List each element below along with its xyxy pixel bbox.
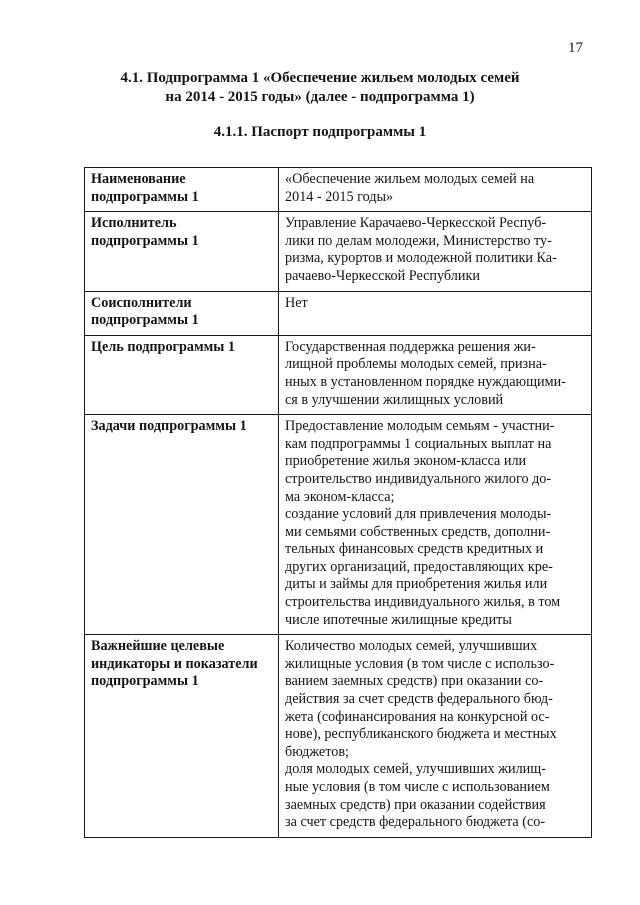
value-line: ризма, курортов и молодежной политики Ка- [285, 250, 557, 267]
value-line: Управление Карачаево-Черкесской Респуб- [285, 215, 547, 232]
passport-row-value [279, 291, 592, 335]
value-line: создание условий для привлечения молоды- [285, 506, 552, 523]
value-line: нове), республиканского бюджета и местных [285, 726, 557, 743]
value-line: жета (софинансирования на конкурсной ос- [285, 708, 550, 725]
value-line: за счет средств федерального бюджета (со- [285, 814, 546, 831]
value-line: бюджетов; [285, 743, 349, 760]
value-line: Количество молодых семей, улучшивших [285, 638, 538, 655]
passport-row [85, 415, 592, 635]
value-line: ся в улучшении жилищных условий [285, 391, 504, 408]
label-line: Соисполнители [91, 294, 192, 311]
passport-row-label [85, 635, 279, 838]
page-number: 17 [568, 40, 583, 56]
passport-row-value [279, 635, 592, 838]
passport-row-value [279, 168, 592, 212]
value-line: доля молодых семей, улучшивших жилищ- [285, 761, 546, 778]
value-line: действия за счет средств федерального бюд- [285, 691, 553, 708]
passport-row-label [85, 291, 279, 335]
subprogram-passport-table [84, 167, 592, 838]
passport-row-label [85, 415, 279, 635]
label-line: подпрограммы 1 [91, 232, 199, 249]
value-line: тельных финансовых средств кредитных и [285, 541, 544, 558]
label-line: Исполнитель [91, 215, 177, 232]
passport-row-label [85, 168, 279, 212]
passport-row [85, 335, 592, 414]
passport-table-body [85, 168, 592, 838]
passport-row-value [279, 415, 592, 635]
value-line: числе ипотечные жилищные кредиты [285, 611, 512, 628]
value-line: Государственная поддержка решения жи- [285, 338, 536, 355]
value-line: диты и займы для приобретения жилья или [285, 576, 548, 593]
value-line: нных в установленном порядке нуждающими- [285, 373, 566, 390]
value-line: Нет [285, 294, 308, 311]
value-line: кам подпрограммы 1 социальных выплат на [285, 435, 552, 452]
label-line: подпрограммы 1 [91, 188, 199, 205]
passport-row-value [279, 212, 592, 291]
label-line: Наименование [91, 171, 186, 187]
passport-row [85, 212, 592, 291]
passport-row-label [85, 212, 279, 291]
value-line: 2014 - 2015 годы» [285, 188, 394, 205]
label-line: подпрограммы 1 [91, 312, 199, 329]
passport-row-value [279, 335, 592, 414]
label-line: подпрограммы 1 [91, 673, 199, 690]
section-heading-line-2: на 2014 - 2015 годы» (далее - подпрограмма 1) [165, 89, 475, 105]
value-line: других организаций, предоставляющих кре- [285, 558, 553, 575]
value-line: строительство индивидуального жилого до- [285, 470, 552, 487]
value-line: «Обеспечение жильем молодых семей на [285, 171, 535, 187]
value-line: строительства индивидуального жилья, в том [285, 594, 561, 611]
value-line: лики по делам молодежи, Министерство ту- [285, 232, 552, 249]
value-line: ми семьями собственных средств, дополни- [285, 523, 551, 540]
label-line: Задачи подпрограммы 1 [91, 418, 247, 435]
value-line: ванием заемных средств) при оказании со- [285, 673, 544, 690]
value-line: Предоставление молодым семьям - участни- [285, 418, 555, 435]
label-line: индикаторы и показатели [91, 655, 258, 672]
value-line: лищной проблемы молодых семей, призна- [285, 356, 547, 373]
section-heading [0, 69, 640, 107]
value-line: рачаево-Черкесской Республики [285, 267, 480, 284]
value-line: заемных средств) при оказании содействия [285, 796, 546, 813]
value-line: приобретение жилья эконом-класса или [285, 453, 527, 470]
value-line: ные условия (в том числе с использованием [285, 779, 550, 795]
passport-row [85, 635, 592, 838]
passport-row [85, 291, 592, 335]
passport-row-label [85, 335, 279, 414]
value-line: ма эконом-класса; [285, 488, 395, 505]
label-line: Цель подпрограммы 1 [91, 338, 236, 355]
passport-title: 4.1.1. Паспорт подпрограммы 1 [213, 124, 427, 140]
section-heading-line-1: 4.1. Подпрограмма 1 «Обеспечение жильем молодых семей [120, 70, 520, 86]
label-line: Важнейшие целевые [91, 638, 225, 655]
value-line: жилищные условия (в том числе с использо- [285, 655, 555, 672]
passport-row [85, 168, 592, 212]
